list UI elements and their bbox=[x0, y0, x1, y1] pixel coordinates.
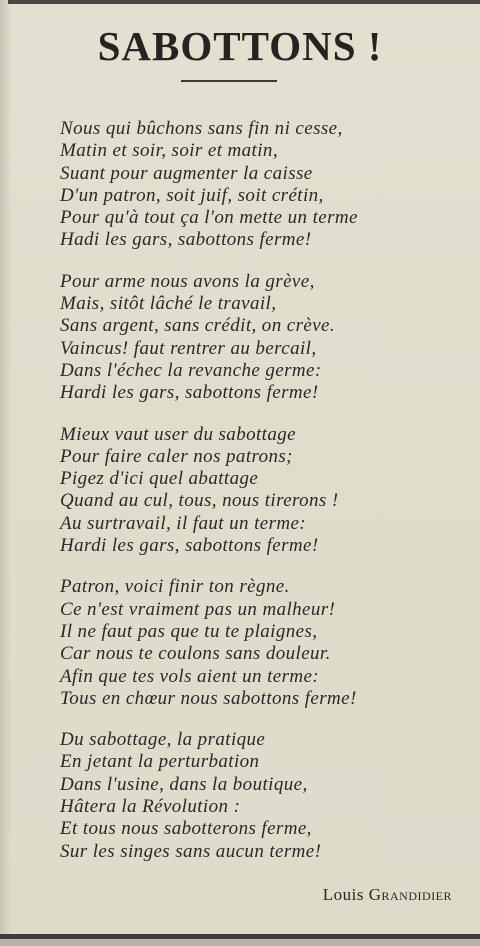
poem-line: Dans l'usine, dans la boutique, bbox=[60, 773, 308, 795]
bottom-margin-strip bbox=[0, 939, 480, 946]
stanza-4 bbox=[60, 576, 470, 710]
poem-line: Patron, voici finir ton règne. bbox=[60, 576, 290, 598]
poem-title: SABOTTONS ! bbox=[97, 23, 383, 69]
poem-line: Du sabottage, la pratique bbox=[60, 729, 266, 751]
poem-line: Pour faire caler nos patrons; bbox=[60, 445, 293, 467]
poem-line: Car nous te coulons sans douleur. bbox=[60, 643, 331, 665]
top-border-rule bbox=[8, 0, 480, 4]
poem-line: Matin et soir, soir et matin, bbox=[60, 140, 278, 162]
poem-line: Pour arme nous avons la grève, bbox=[60, 270, 315, 292]
poem-line: Nous qui bûchons sans fin ni cesse, bbox=[60, 118, 343, 139]
poem-line: En jetant la perturbation bbox=[60, 751, 260, 773]
stanza-5 bbox=[60, 729, 470, 863]
poem-line: D'un patron, soit juif, soit crétin, bbox=[60, 184, 324, 206]
poem-line: Hardi les gars, sabottons ferme! bbox=[60, 382, 319, 404]
page-shadow bbox=[0, 0, 12, 946]
stanza-1 bbox=[60, 118, 470, 252]
poem-line: Dans l'échec la revanche germe: bbox=[60, 359, 322, 381]
poem-line: Ce n'est vraiment pas un malheur! bbox=[60, 598, 336, 620]
poem-line: Il ne faut pas que tu te plaignes, bbox=[60, 620, 318, 642]
author-signature bbox=[323, 885, 452, 905]
author-first-name: Louis bbox=[322, 885, 364, 904]
stanza-2 bbox=[60, 271, 470, 405]
stanza-3 bbox=[60, 424, 470, 558]
poem-line: Sans argent, sans crédit, on crève. bbox=[60, 315, 336, 337]
poem-line: Suant pour augmenter la caisse bbox=[60, 162, 313, 184]
poem-line: Hardi les gars, sabottons ferme! bbox=[60, 535, 319, 557]
poem-line: Pour qu'à tout ça l'on mette un terme bbox=[60, 207, 358, 229]
poem-line: Afin que tes vols aient un terme: bbox=[60, 665, 320, 687]
poem-line: Hadi les gars, sabottons ferme! bbox=[60, 229, 312, 251]
poem-line: Vaincus! faut rentrer au bercail, bbox=[60, 337, 317, 359]
poem-line: Et tous nous sabotterons ferme, bbox=[60, 818, 312, 840]
poem-body bbox=[60, 118, 470, 882]
poem-line: Sur les singes sans aucun terme! bbox=[60, 840, 322, 862]
author-last-name: Grandidier bbox=[368, 885, 452, 904]
poem-line: Quand au cul, tous, nous tirerons ! bbox=[60, 490, 339, 512]
poem-line: Hâtera la Révolution : bbox=[60, 796, 241, 818]
title-underline-rule bbox=[181, 80, 277, 82]
poem-line: Mieux vaut user du sabottage bbox=[60, 423, 296, 445]
poem-line: Tous en chœur nous sabottons ferme! bbox=[60, 687, 357, 709]
poem-line: Pigez d'ici quel abattage bbox=[60, 468, 259, 490]
poem-line: Au surtravail, il faut un terme: bbox=[60, 512, 307, 534]
poem-line: Mais, sitôt lâché le travail, bbox=[60, 293, 277, 315]
